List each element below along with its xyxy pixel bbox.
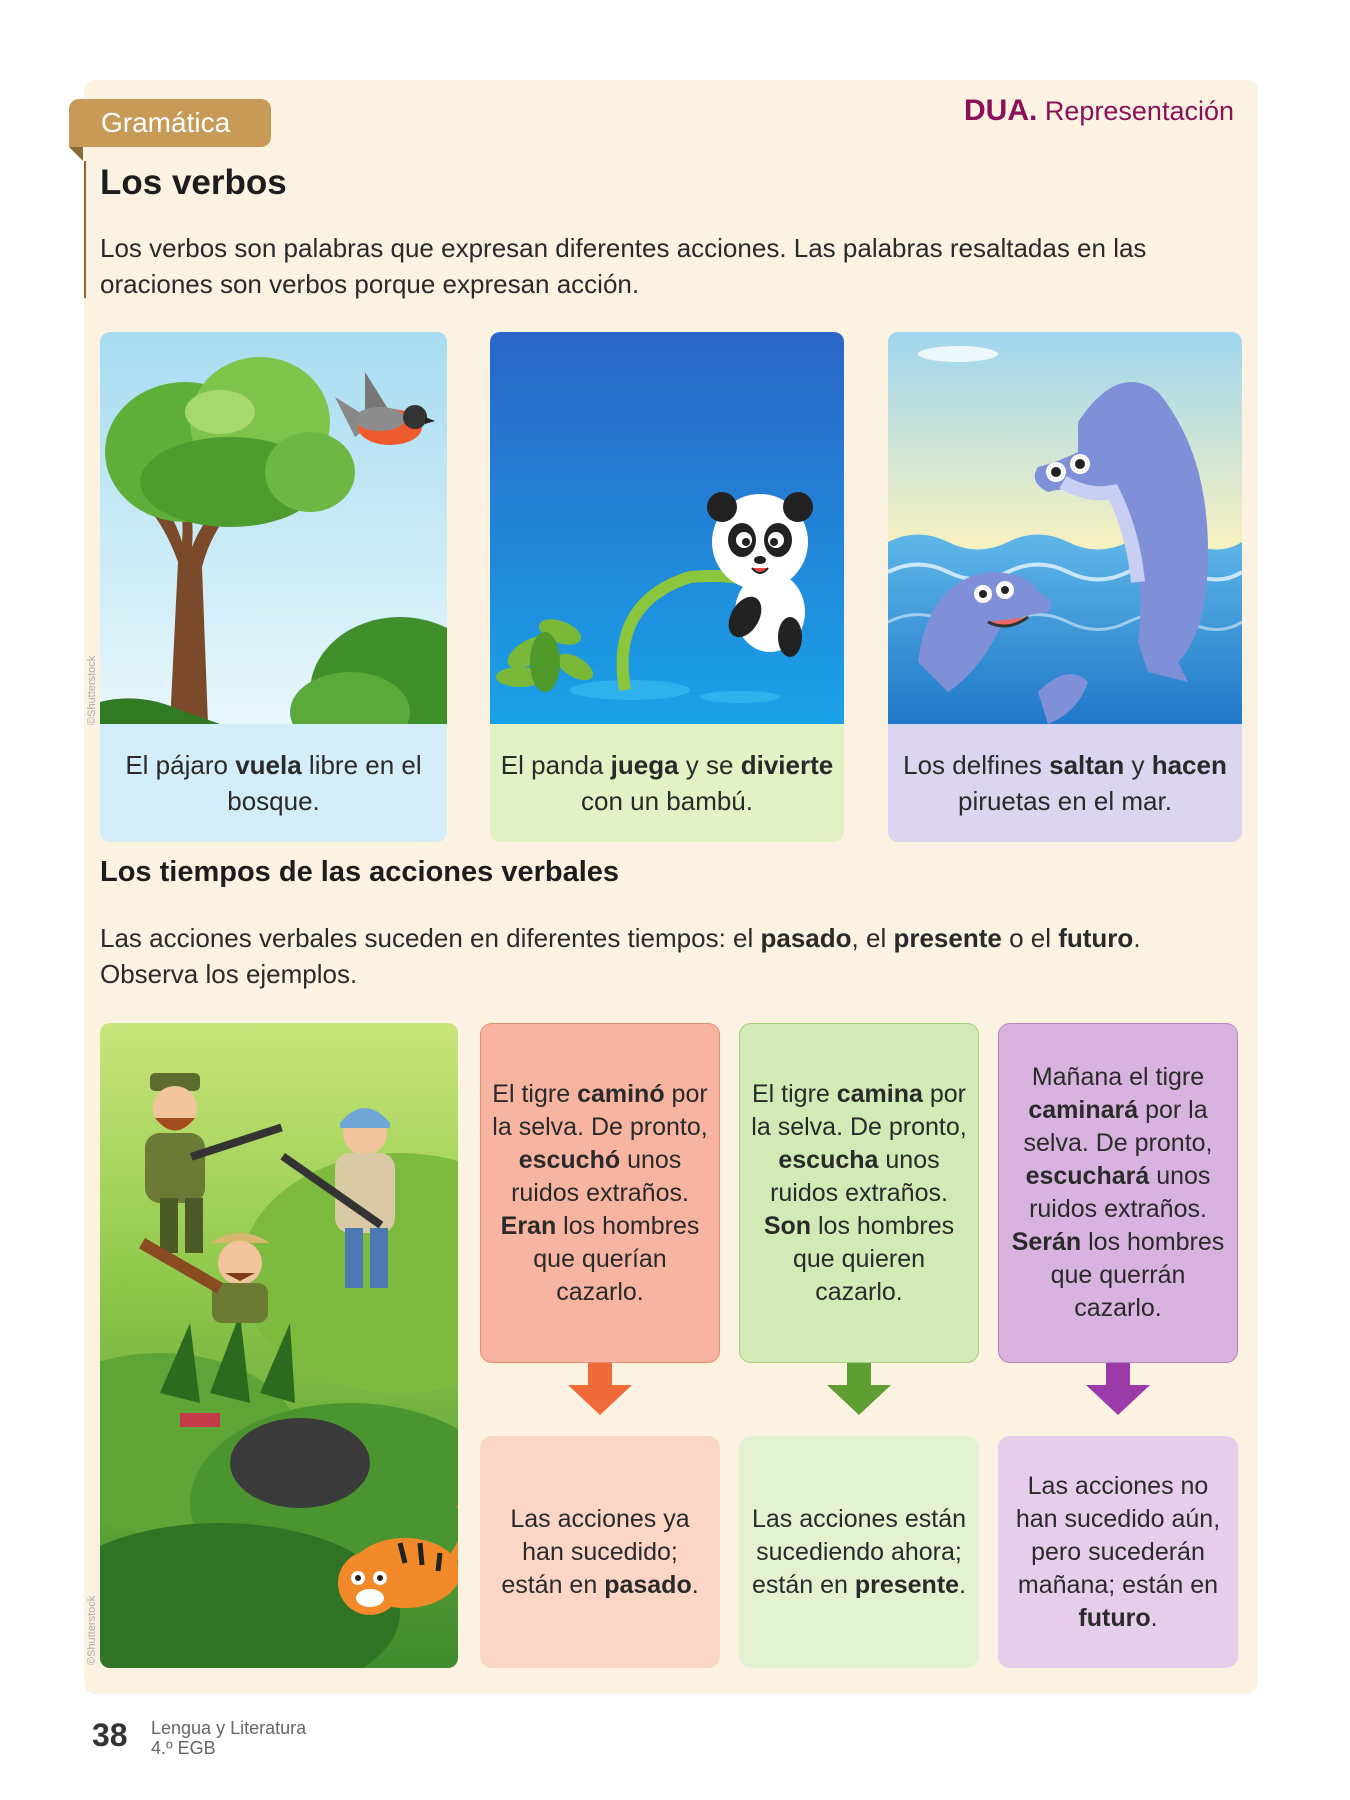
caption-part: Los delfines [903, 750, 1050, 780]
intro-paragraph: Los verbos son palabras que expresan diferentes acciones. Las palabras resaltadas en las oraciones son verbos porque expresan acción. [100, 233, 1147, 299]
down-arrow-icon [1086, 1363, 1150, 1415]
image-credit: ©Shutterstock [86, 655, 98, 725]
intro-part: Las acciones verbales suceden en diferentes tiempos: el [100, 923, 761, 953]
explain-part: Las acciones están sucediendo ahora; están en [751, 1504, 967, 1599]
bird-illustration [100, 332, 447, 724]
intro-part: . Observa los ejemplos. [100, 923, 1141, 989]
dua-bold: DUA. [964, 94, 1038, 127]
explain-card-past [480, 1436, 720, 1668]
intro-bold: presente [893, 923, 1002, 953]
verb-highlight: escuchó [518, 1145, 621, 1174]
story-part: unos ruidos extraños. [1029, 1162, 1211, 1223]
footer-grade: 4.º EGB [151, 1738, 216, 1758]
example-caption-bird [100, 724, 447, 842]
dolphins-illustration [888, 332, 1242, 724]
accent-line [84, 161, 86, 298]
verb-highlight: Son [763, 1211, 812, 1240]
verb-highlight: caminó [577, 1079, 665, 1108]
story-part: por la selva. De pronto, [492, 1079, 708, 1141]
image-credit: ©Shutterstock [86, 1595, 98, 1665]
caption-text [110, 747, 437, 819]
tab-fold [69, 147, 83, 161]
section-tab: Gramática [69, 99, 271, 147]
caption-part: piruetas en el mar. [958, 786, 1172, 816]
story-card-past [480, 1023, 720, 1363]
intro-part: , el [851, 923, 894, 953]
footer-info [151, 1718, 306, 1758]
story-part: El tigre [492, 1079, 578, 1108]
verb-highlight: Eran [500, 1211, 557, 1240]
explain-part: Las acciones no han sucedido aún, pero sucederán mañana; están en [1015, 1471, 1221, 1599]
story-text [491, 1078, 709, 1309]
explain-part: Las acciones ya han sucedido; están en [501, 1504, 690, 1599]
intro-bold: futuro [1058, 923, 1134, 953]
tense-highlight: presente [854, 1570, 960, 1599]
verb-highlight: vuela [235, 750, 302, 780]
story-part: El tigre [751, 1079, 837, 1108]
verb-highlight: caminará [1028, 1096, 1139, 1124]
verb-highlight: divierte [740, 750, 834, 780]
story-part: los hombres que querrán cazarlo. [1050, 1228, 1225, 1322]
story-card-present [739, 1023, 979, 1363]
verb-highlight: escuchará [1025, 1162, 1150, 1190]
caption-part: y se [678, 750, 741, 780]
down-arrow-icon [827, 1363, 891, 1415]
story-part: los hombres que querían cazarlo. [533, 1211, 700, 1306]
tenses-intro [100, 920, 1200, 992]
page-title: Los verbos [100, 163, 287, 202]
verb-highlight: Serán [1011, 1228, 1082, 1256]
down-arrow-icon [568, 1363, 632, 1415]
story-part: por la selva. De pronto, [751, 1079, 967, 1141]
footer-subject: Lengua y Literatura [151, 1718, 307, 1738]
caption-text [500, 747, 834, 819]
explain-part: . [1150, 1603, 1158, 1632]
verb-highlight: saltan [1049, 750, 1125, 780]
verb-highlight: escucha [778, 1145, 879, 1174]
example-caption-panda [490, 724, 844, 842]
verb-highlight: camina [836, 1079, 923, 1108]
caption-part: El pájaro [125, 750, 236, 780]
page-number: 38 [92, 1717, 128, 1753]
caption-part: El panda [500, 750, 611, 780]
intro-bold: pasado [760, 923, 852, 953]
story-part: por la selva. De pronto, [1023, 1096, 1213, 1157]
explain-text [490, 1503, 710, 1602]
explain-text [1008, 1470, 1228, 1635]
verb-highlight: hacen [1151, 750, 1227, 780]
story-part: unos ruidos extraños. [511, 1145, 689, 1207]
section-subtitle: Los tiempos de las acciones verbales [100, 856, 620, 888]
verb-highlight: juega [610, 750, 679, 780]
story-text [1009, 1061, 1227, 1325]
explain-part: . [959, 1570, 967, 1599]
tense-highlight: futuro [1078, 1603, 1151, 1632]
caption-text [898, 747, 1232, 819]
explain-card-future [998, 1436, 1238, 1668]
story-text [750, 1078, 968, 1309]
story-part: los hombres que quieren cazarlo. [792, 1211, 955, 1306]
explain-text [749, 1503, 969, 1602]
caption-part: con un bambú. [580, 786, 753, 816]
dua-text: Representación [1044, 96, 1234, 126]
dua-label [964, 94, 1234, 128]
story-card-future [998, 1023, 1238, 1363]
caption-part: libre en el bosque. [227, 750, 422, 816]
story-part: unos ruidos extraños. [770, 1145, 948, 1207]
tense-highlight: pasado [604, 1570, 692, 1599]
intro-part: o el [1001, 923, 1059, 953]
explain-part: . [691, 1570, 699, 1599]
caption-part: y [1124, 750, 1152, 780]
story-part: Mañana el tigre [1031, 1063, 1205, 1091]
explain-card-present [739, 1436, 979, 1668]
panda-illustration [490, 332, 844, 724]
hunters-tiger-illustration [100, 1023, 458, 1668]
example-caption-dolphins [888, 724, 1242, 842]
